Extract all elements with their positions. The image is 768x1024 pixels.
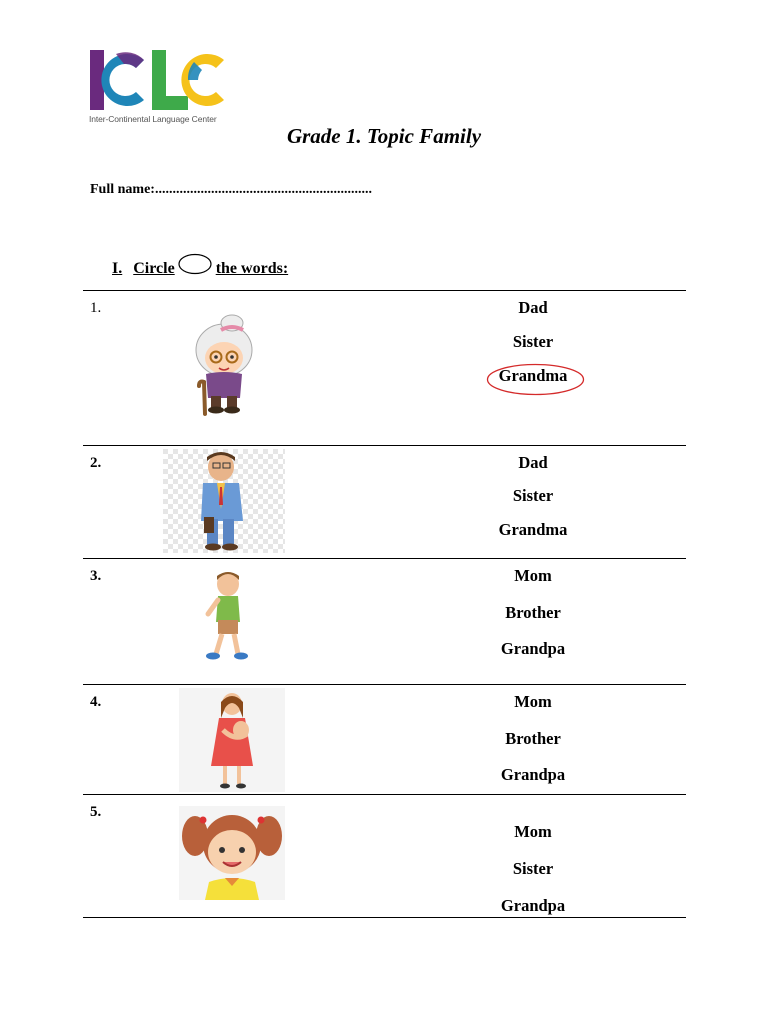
word-option[interactable]: Mom — [514, 566, 552, 585]
full-name-field[interactable]: Full name:.............................................................. — [90, 182, 372, 197]
table-rule — [83, 290, 686, 291]
grandpa-picture — [163, 449, 285, 553]
section-instruction — [112, 253, 288, 278]
question-number: 4. — [90, 694, 102, 710]
table-rule — [83, 558, 686, 559]
question-number: 3. — [90, 568, 102, 584]
word-option[interactable]: Sister — [512, 332, 554, 351]
word-option[interactable]: Mom — [514, 692, 552, 711]
word-option[interactable]: Grandpa — [500, 639, 566, 658]
boy-walking-picture — [200, 568, 256, 664]
word-option[interactable]: Brother — [505, 729, 561, 748]
logo-subtitle: Inter-Continental Language Center — [89, 114, 217, 124]
table-rule — [83, 917, 686, 918]
question-number: 5. — [90, 804, 102, 820]
word-option[interactable]: Mom — [514, 822, 552, 841]
table-rule — [83, 684, 686, 685]
question-number: 1. — [90, 300, 102, 316]
instruction-circle-text: Circle — [133, 260, 175, 277]
grandma-picture — [188, 310, 260, 416]
instruction-words-text: the words: — [215, 260, 289, 277]
girl-pigtails-picture — [179, 806, 285, 900]
word-option[interactable]: Sister — [512, 859, 554, 878]
table-rule — [83, 445, 686, 446]
word-option[interactable]: Dad — [518, 453, 548, 472]
oval-icon — [178, 253, 212, 275]
word-option[interactable]: Brother — [505, 603, 561, 622]
word-option[interactable]: Grandpa — [500, 765, 566, 784]
circled-answer-mark — [486, 363, 585, 396]
page-title: Grade 1. Topic Family — [286, 124, 482, 148]
word-option[interactable]: Dad — [518, 298, 548, 317]
word-option[interactable]: Grandma — [498, 520, 568, 539]
word-option[interactable]: Grandma — [498, 366, 568, 385]
question-number: 2. — [90, 455, 102, 471]
word-option[interactable]: Grandpa — [500, 896, 566, 915]
word-option[interactable]: Sister — [512, 486, 554, 505]
mother-with-baby-picture — [179, 688, 285, 792]
table-rule — [83, 794, 686, 795]
section-number: I. — [112, 260, 123, 277]
